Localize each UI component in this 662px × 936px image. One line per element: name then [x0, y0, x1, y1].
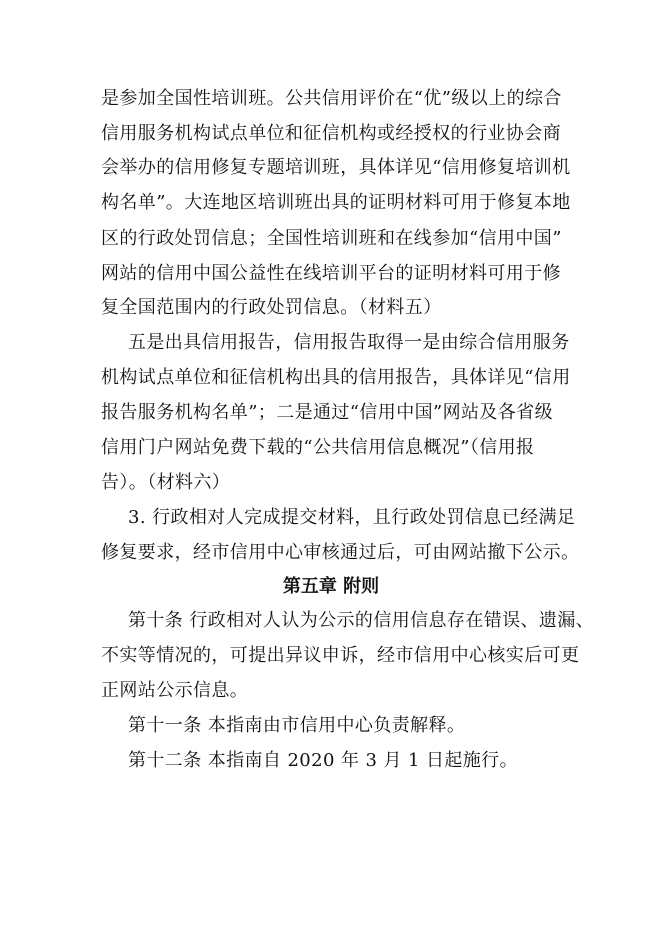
paragraph-line: 信用服务机构试点单位和征信机构或经授权的行业协会商	[101, 123, 561, 144]
article-line: 第十二条 本指南自 2020 年 3 月 1 日起施行。	[128, 750, 518, 771]
paragraph-line: 3. 行政相对人完成提交材料，且行政处罚信息已经满足	[128, 507, 576, 528]
paragraph-line: 复全国范围内的行政处罚信息。（材料五）	[101, 297, 442, 318]
paragraph-line: 五是出具信用报告，信用报告取得一是由综合信用服务	[128, 332, 570, 353]
paragraph-line: 区的行政处罚信息；全国性培训班和在线参加“信用中国”	[101, 228, 562, 249]
paragraph-line: 报告服务机构名单”；二是通过“信用中国”网站及各省级	[101, 402, 554, 423]
article-line: 不实等情况的，可提出异议申诉，经市信用中心核实后可更	[101, 645, 580, 666]
paragraph-line: 构名单”。大连地区培训班出具的证明材料可用于修复本地	[101, 192, 571, 213]
paragraph-line: 信用门户网站免费下载的“公共信用信息概况”（信用报	[101, 437, 535, 458]
paragraph-line: 会举办的信用修复专题培训班，具体详见“信用修复培训机	[101, 157, 571, 178]
article-line: 第十条 行政相对人认为公示的信用信息存在错误、遗漏、	[128, 610, 595, 631]
paragraph-line: 网站的信用中国公益性在线培训平台的证明材料可用于修	[101, 263, 561, 284]
paragraph-line: 修复要求，经市信用中心审核通过后，可由网站撤下公示。	[101, 542, 580, 563]
article-line: 第十一条 本指南由市信用中心负责解释。	[128, 715, 466, 736]
article-line: 正网站公示信息。	[101, 680, 249, 701]
paragraph-line: 告）。（材料六）	[101, 472, 231, 493]
paragraph-line: 是参加全国性培训班。公共信用评价在“优”级以上的综合	[101, 88, 562, 109]
paragraph-line: 机构试点单位和征信机构出具的信用报告，具体详见“信用	[101, 367, 571, 388]
chapter-heading: 第五章 附则	[282, 576, 380, 597]
